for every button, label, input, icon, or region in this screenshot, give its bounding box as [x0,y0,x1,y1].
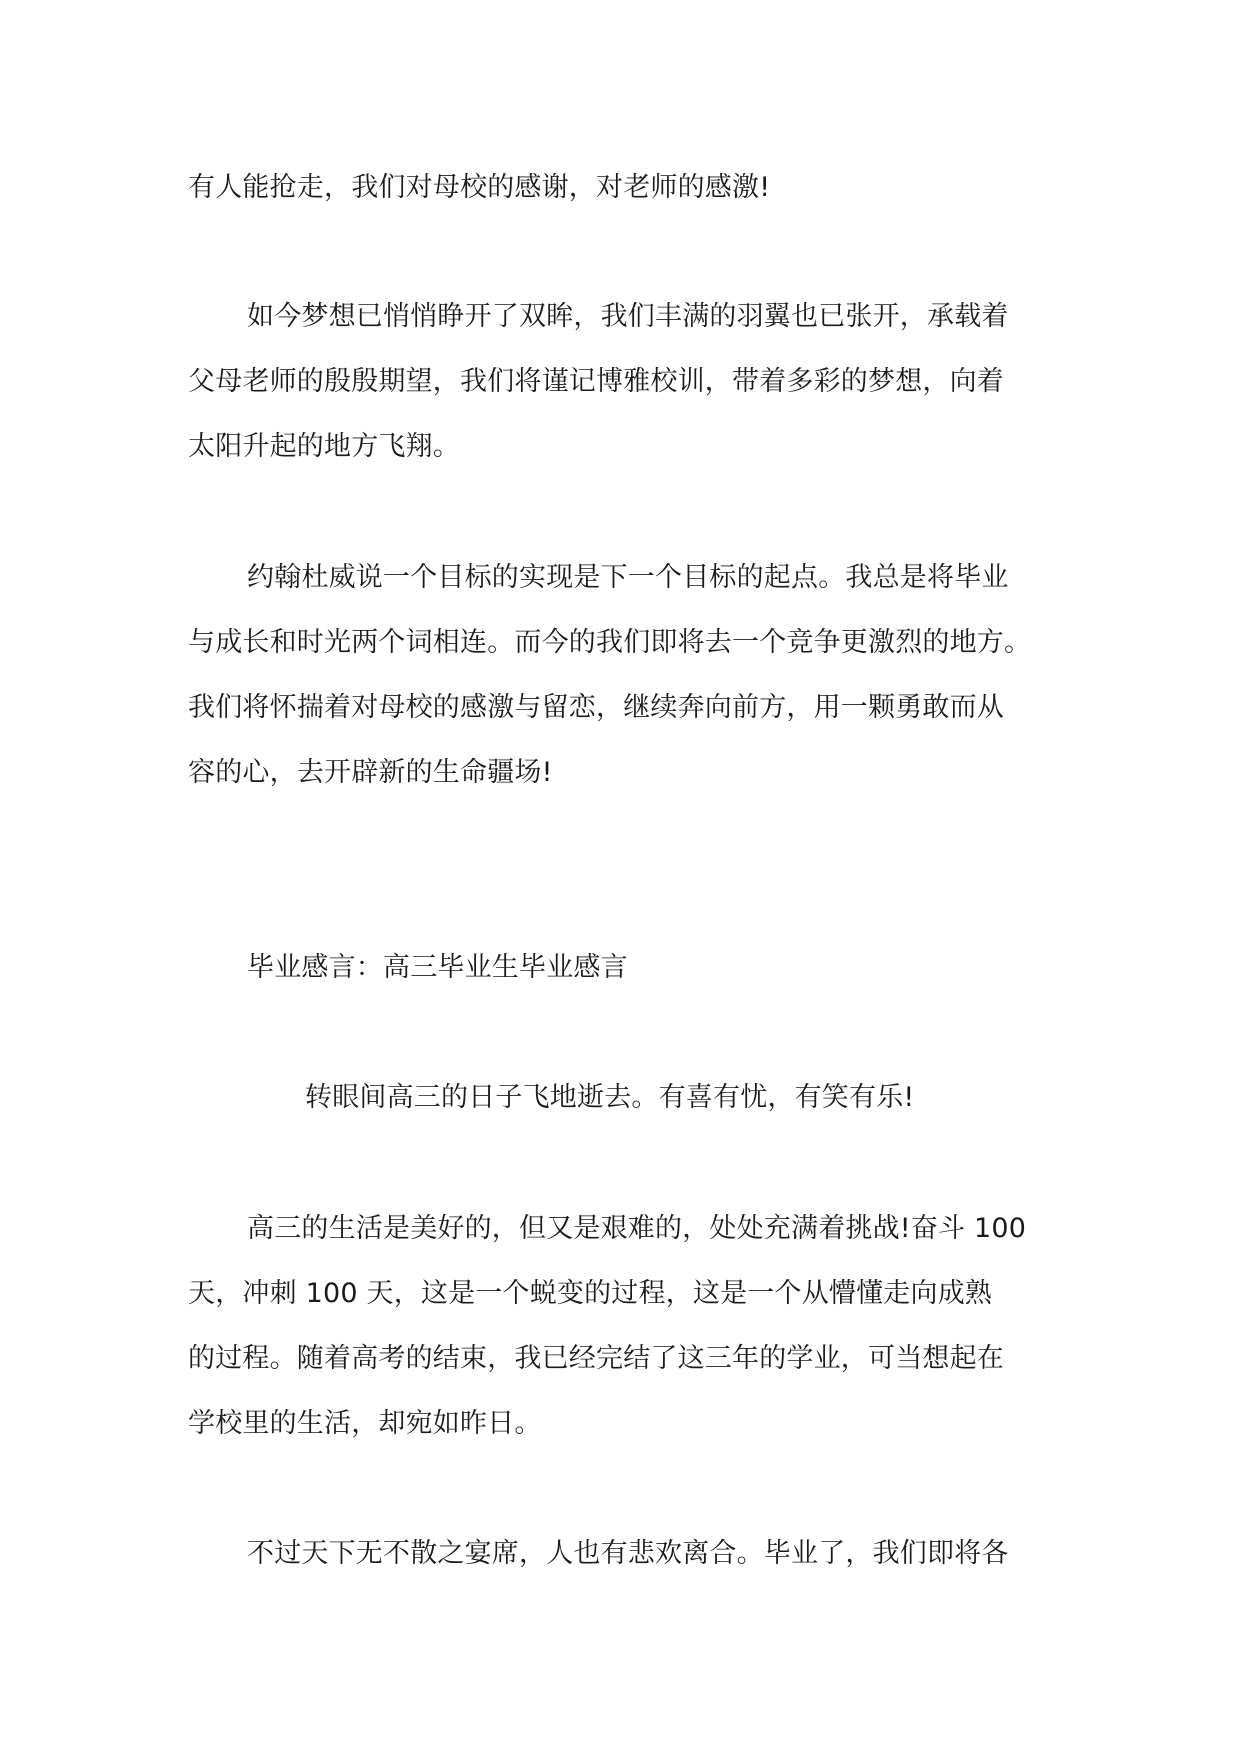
paragraph-line: 学校里的生活，却宛如昨日。 [188,1408,542,1439]
paragraph-line: 天，冲刺 100 天，这是一个蜕变的过程，这是一个从懵懂走向成熟 [188,1278,993,1309]
paragraph-line: 的过程。随着高考的结束，我已经完结了这三年的学业，可当想起在 [188,1343,1004,1374]
paragraph-line: 我们将怀揣着对母校的感激与留恋，继续奔向前方，用一颗勇敢而从 [188,692,1004,723]
paragraph-line: 约翰杜威说一个目标的实现是下一个目标的起点。我总是将毕业 [247,562,1009,593]
paragraph-line: 转眼间高三的日子飞地逝去。有喜有忧，有笑有乐! [305,1082,915,1113]
paragraph-line: 不过天下无不散之宴席，人也有悲欢离合。毕业了，我们即将各 [247,1538,1009,1569]
paragraph-line: 有人能抢走，我们对母校的感谢，对老师的感激! [188,172,771,203]
paragraph-line: 容的心，去开辟新的生命疆场! [188,757,553,788]
paragraph-line: 父母老师的殷殷期望，我们将谨记博雅校训，带着多彩的梦想，向着 [188,366,1004,397]
paragraph-line: 如今梦想已悄悄睁开了双眸，我们丰满的羽翼也已张开，承载着 [247,301,1009,332]
paragraph-line: 与成长和时光两个词相连。而今的我们即将去一个竞争更激烈的地方。 [188,627,1032,658]
section-heading: 毕业感言：高三毕业生毕业感言 [247,952,628,983]
paragraph-line: 太阳升起的地方飞翔。 [188,431,460,462]
paragraph-line: 高三的生活是美好的，但又是艰难的，处处充满着挑战!奋斗 100 [247,1213,1027,1244]
